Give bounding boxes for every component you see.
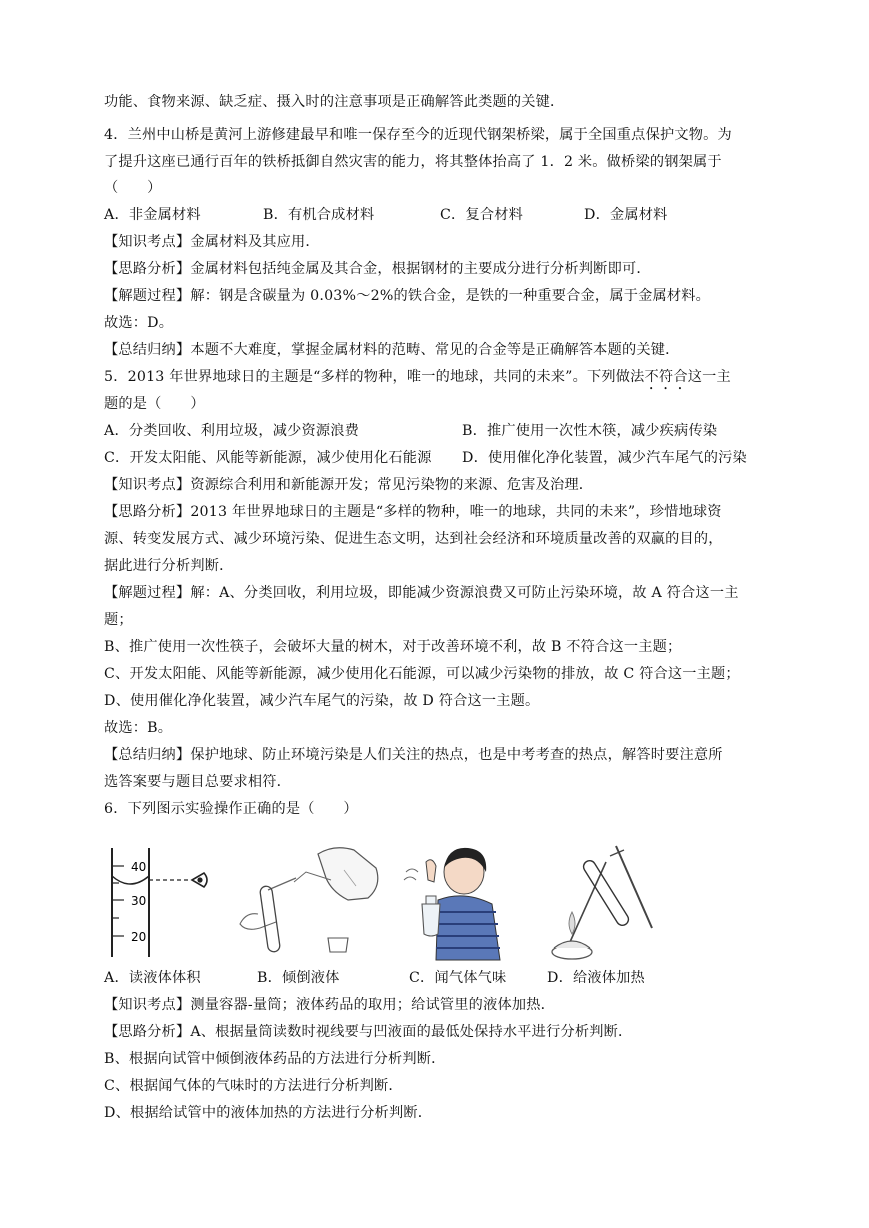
text-line: （ ）	[104, 180, 162, 196]
option-a: A．分类回收、利用垃圾，减少资源浪费	[104, 423, 360, 439]
text-line: 功能、食物来源、缺乏症、摄入时的注意事项是正确解答此类题的关键．	[104, 94, 565, 110]
text-line: B、根据向试管中倾倒液体药品的方法进行分析判断．	[104, 1051, 446, 1067]
pouring-liquid-figure	[236, 842, 386, 962]
solution: 【解题过程】解：A、分类回收，利用垃圾，即能减少资源浪费又可防止污染环境，故 A 符合这一主	[104, 585, 739, 601]
text-line: 据此进行分析判断．	[104, 558, 234, 574]
option-b: B．倾倒液体	[257, 970, 340, 986]
analysis: 【思路分析】A、根据量筒读数时视线要与凹液面的最低处保持水平进行分析判断．	[104, 1024, 633, 1040]
flame	[569, 912, 575, 934]
knowledge-point: 【知识考点】测量容器-量筒；液体药品的取用；给试管里的液体加热．	[104, 997, 556, 1013]
text-line: D、使用催化净化装置，减少汽车尾气的污染，故 D 符合这一主题。	[104, 693, 540, 709]
gas-bottle	[422, 904, 440, 936]
text-line: 题；	[104, 612, 133, 628]
summary: 【总结归纳】保护地球、防止环境污染是人们关注的热点，也是中考考查的热点，解答时要注意所	[104, 747, 723, 763]
text-line: 源、转变发展方式、减少环境污染、促进生态文明，达到社会经济和环境质量改善的双赢的目的，	[104, 531, 723, 547]
option-d: D．金属材料	[584, 207, 668, 223]
stem-part: 5．2013 年世界地球日的主题是“多样的物种，唯一的地球，共同的未来”。下列做法	[104, 369, 645, 385]
tube-holder	[616, 846, 652, 928]
text-line: B、推广使用一次性筷子，会破坏大量的树木，对于改善环境不利，故 B 不符合这一主题；	[104, 639, 682, 655]
answer: 故选：B。	[104, 720, 173, 736]
answer: 故选：D。	[104, 315, 174, 331]
question-5-stem	[104, 367, 731, 393]
text-line: 了提升这座已通行百年的铁桥抵御自然灾害的能力，将其整体抬高了 1．2 米。做桥梁的钢架属于	[104, 154, 722, 170]
text-line: D、根据给试管中的液体加热的方法进行分析判断．	[104, 1105, 433, 1121]
option-c: C．开发太阳能、风能等新能源，减少使用化石能源	[104, 450, 432, 466]
option-b: B．推广使用一次性木筷，减少疾病传染	[462, 423, 718, 439]
analysis: 【思路分析】金属材料包括纯金属及其合金，根据钢材的主要成分进行分析判断即可．	[104, 261, 651, 277]
option-c: C．闻气体气味	[409, 970, 507, 986]
emphasis-not-conform: 不符合	[644, 369, 688, 385]
stem-part: 这一主	[687, 369, 731, 385]
question-6-stem: 6．下列图示实验操作正确的是（ ）	[104, 801, 358, 817]
option-d: D．使用催化净化装置，减少汽车尾气的污染	[462, 450, 747, 466]
knowledge-point: 【知识考点】金属材料及其应用．	[104, 234, 320, 250]
option-d: D．给液体加热	[547, 970, 645, 986]
heating-liquid-figure	[548, 842, 658, 962]
text-line: C、开发太阳能、风能等新能源，减少使用化石能源，可以减少污染物的排放，故 C 符合这一主题；	[104, 666, 740, 682]
summary: 【总结归纳】本题不大难度，掌握金属材料的范畴、常见的合金等是正确解答本题的关键．	[104, 342, 680, 358]
tick-label: 20	[131, 930, 147, 944]
question-4-stem: 4．兰州中山桥是黄河上游修建最早和唯一保存至今的近现代钢架桥梁，属于全国重点保护文物。为	[104, 127, 732, 143]
tick-label: 40	[131, 860, 147, 874]
knowledge-point: 【知识考点】资源综合利用和新能源开发；常见污染物的来源、危害及治理．	[104, 477, 594, 493]
cylinder-reading-figure	[104, 842, 214, 962]
option-b: B．有机合成材料	[263, 207, 375, 223]
text-line: C、根据闻气体的气味时的方法进行分析判断．	[104, 1078, 403, 1094]
option-a: A．非金属材料	[104, 207, 201, 223]
tick-label: 30	[131, 894, 147, 908]
option-c: C．复合材料	[440, 207, 523, 223]
eye-icon	[192, 873, 207, 887]
smelling-gas-figure	[398, 842, 518, 962]
solution: 【解题过程】解：钢是含碳量为 0.03%～2%的铁合金，是铁的一种重要合金，属于金属材料。	[104, 288, 711, 304]
analysis: 【思路分析】2013 年世界地球日的主题是“多样的物种，唯一的地球，共同的未来”，珍惜地球资	[104, 504, 722, 520]
test-tube	[581, 858, 630, 927]
option-a: A．读液体体积	[104, 970, 201, 986]
text-line: 题的是（ ）	[104, 396, 205, 412]
text-line: 选答案要与题目总要求相符．	[104, 774, 292, 790]
